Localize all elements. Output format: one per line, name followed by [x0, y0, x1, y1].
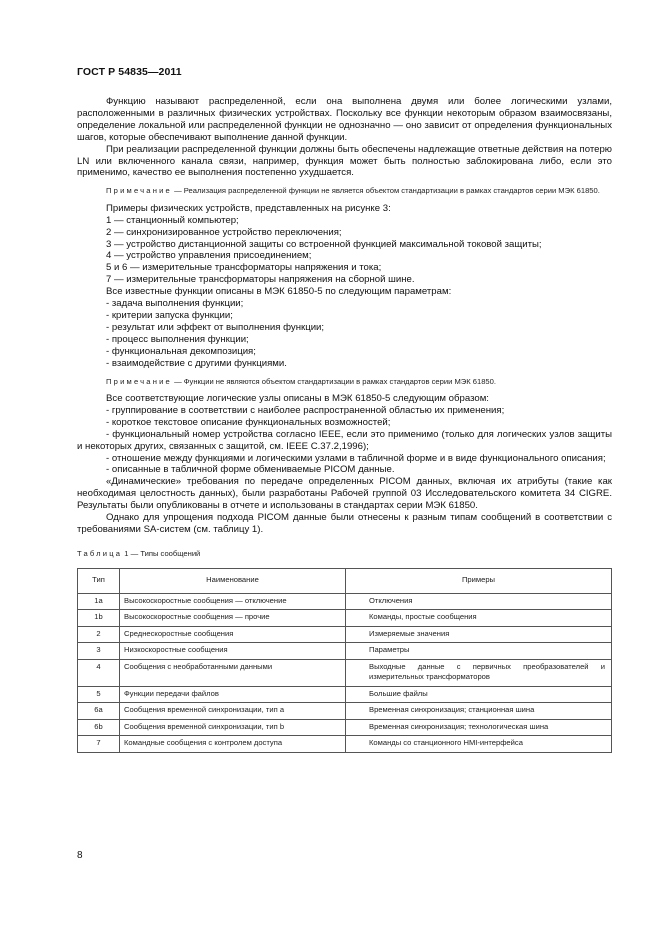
cell-examples: Измеряемые значения — [346, 626, 612, 643]
list-item: - группирование в соответствии с наиболее распространенной областью их применения; — [106, 404, 505, 416]
list-item: - описанные в табличной форме обмениваемые PICOM данные. — [106, 464, 395, 476]
cell-name: Низкоскоростные сообщения — [120, 643, 346, 660]
list-item: - функциональная декомпозиция; — [106, 345, 256, 357]
logical-nodes-intro: Все соответствующие логические узлы описаны в МЭК 61850-5 следующим образом: — [106, 393, 489, 405]
cell-name: Командные сообщения с контролем доступа — [120, 736, 346, 753]
note-2 — [77, 377, 612, 388]
cell-type: 1a — [78, 593, 120, 610]
cell-examples: Отключения — [346, 593, 612, 610]
cell-name: Сообщения временной синхронизации, тип b — [120, 719, 346, 736]
cell-examples: Большие файлы — [346, 686, 612, 703]
cell-type: 5 — [78, 686, 120, 703]
cell-name: Функции передачи файлов — [120, 686, 346, 703]
list-item: - взаимодействие с другими функциями. — [106, 357, 287, 369]
list-item: - результат или эффект от выполнения функции; — [106, 321, 325, 333]
cell-name: Высокоскоростные сообщения — отключение — [120, 593, 346, 610]
table-row — [78, 659, 612, 686]
list-item: - отношение между функциями и логическими узлами в табличной форме и в виде функционального описания; — [106, 452, 606, 464]
column-header-examples: Примеры — [346, 568, 612, 593]
cell-examples: Команды со станционного HMI-интерфейса — [346, 736, 612, 753]
table-row — [78, 610, 612, 627]
note-1-label: Примечание — [106, 186, 172, 196]
cell-type: 6a — [78, 703, 120, 720]
cell-examples: Временная синхронизация; станционная шина — [346, 703, 612, 720]
device-examples-list — [106, 203, 612, 370]
note-2-text: — Функции не являются объектом стандартизации в рамках стандартов серии МЭК 61850. — [171, 376, 496, 386]
list-item: 3 — устройство дистанционной защиты со встроенной функцией максимальной токовой защиты; — [106, 238, 542, 250]
table-row — [78, 719, 612, 736]
list-item: - задача выполнения функции; — [106, 298, 244, 310]
cell-type: 7 — [78, 736, 120, 753]
page-number: 8 — [77, 850, 83, 861]
paragraph-message-types: Однако для упрощения подхода PICOM данные были отнесены к разным типам сообщений в соответствии с требованиями SA-систем (см. таблицу 1). — [77, 512, 612, 535]
cell-name: Сообщения временной синхронизации, тип a — [120, 703, 346, 720]
table-row — [78, 643, 612, 660]
table-row — [78, 703, 612, 720]
cell-examples: Команды, простые сообщения — [346, 610, 612, 627]
paragraph-distributed-function: Функцию называют распределенной, если она выполнена двумя или более логическими узлами, расположенными в различных физических устройствах. Поскольку все функции некоторым образом взаимосвязаны, определение локальной или распределенной функции не однозначно — оно зависит от определения функциональных шагов, которые обеспечивают выполнение данной функции. — [77, 96, 612, 143]
note-2-label: Примечание — [106, 376, 172, 386]
column-header-name: Наименование — [120, 568, 346, 593]
column-header-type: Тип — [78, 568, 120, 593]
page-header-title: ГОСТ Р 54835—2011 — [77, 66, 182, 78]
table-row — [78, 736, 612, 753]
note-1-text: — Реализация распределенной функции не является объектом стандартизации в рамках стандартов серии МЭК 61850. — [171, 186, 600, 196]
list-item: 4 — устройство управления присоединением; — [106, 250, 312, 262]
logical-nodes-list — [106, 393, 612, 429]
table-caption-label: Таблица — [77, 548, 123, 558]
cell-type: 2 — [78, 626, 120, 643]
note-1 — [77, 186, 612, 197]
page-body — [77, 96, 612, 753]
paragraph-distributed-reaction: При реализации распределенной функции должны быть обеспечены надлежащие ответные действия на потерю LN или включенного канала связи, например, функция может быть полностью заблокирована либо, если это применимо, качество ее выполнения постепенно ухудшается. — [77, 143, 612, 179]
table-row — [78, 686, 612, 703]
list-item: 5 и 6 — измерительные трансформаторы напряжения и тока; — [106, 262, 382, 274]
table-row — [78, 593, 612, 610]
table-header-row — [78, 568, 612, 593]
message-types-table — [77, 568, 612, 753]
list-item: - критерии запуска функции; — [106, 310, 233, 321]
cell-type: 1b — [78, 610, 120, 627]
cell-name: Сообщения с необработанными данными — [120, 659, 346, 686]
list-item: - функциональный номер устройства согласно IEEE, если это применимо (только для логических узлов защиты и некоторых других, связанных с защитой, см. IEEE C.37.2,1996); — [77, 428, 612, 452]
cell-examples: Параметры — [346, 643, 612, 660]
cell-type: 4 — [78, 659, 120, 686]
cell-type: 6b — [78, 719, 120, 736]
list-item: 1 — станционный компьютер; — [106, 214, 239, 226]
paragraph-dynamic-requirements: «Динамические» требования по передаче определенных PICOM данных, включая их атрибуты (такие как необходимая целостность данных), были разработаны Рабочей группой 03 Исследовательского комитета 34 CIGRE. Результаты были опубликованы в отчете и использованы в стандартах серии МЭК 61850. — [77, 476, 612, 512]
list-item: - короткое текстовое описание функциональных возможностей; — [106, 416, 391, 428]
list-item: - процесс выполнения функции; — [106, 333, 249, 345]
cell-name: Высокоскоростные сообщения — прочие — [120, 610, 346, 627]
table-caption-text: 1 — Типы сообщений — [122, 548, 201, 558]
functions-params-intro: Все известные функции описаны в МЭК 61850-5 по следующим параметрам: — [106, 286, 452, 298]
cell-type: 3 — [78, 643, 120, 660]
device-examples-intro: Примеры физических устройств, представленных на рисунке 3: — [106, 202, 391, 214]
table-row — [78, 626, 612, 643]
cell-name: Среднескоростные сообщения — [120, 626, 346, 643]
table-caption — [77, 548, 612, 560]
list-item: 7 — измерительные трансформаторы напряжения на сборной шине. — [106, 274, 415, 286]
list-item: 2 — синхронизированное устройство переключения; — [106, 226, 342, 238]
cell-examples: Временная синхронизация; технологическая шина — [346, 719, 612, 736]
cell-examples: Выходные данные с первичных преобразователей и измерительных трансформаторов — [346, 659, 612, 686]
